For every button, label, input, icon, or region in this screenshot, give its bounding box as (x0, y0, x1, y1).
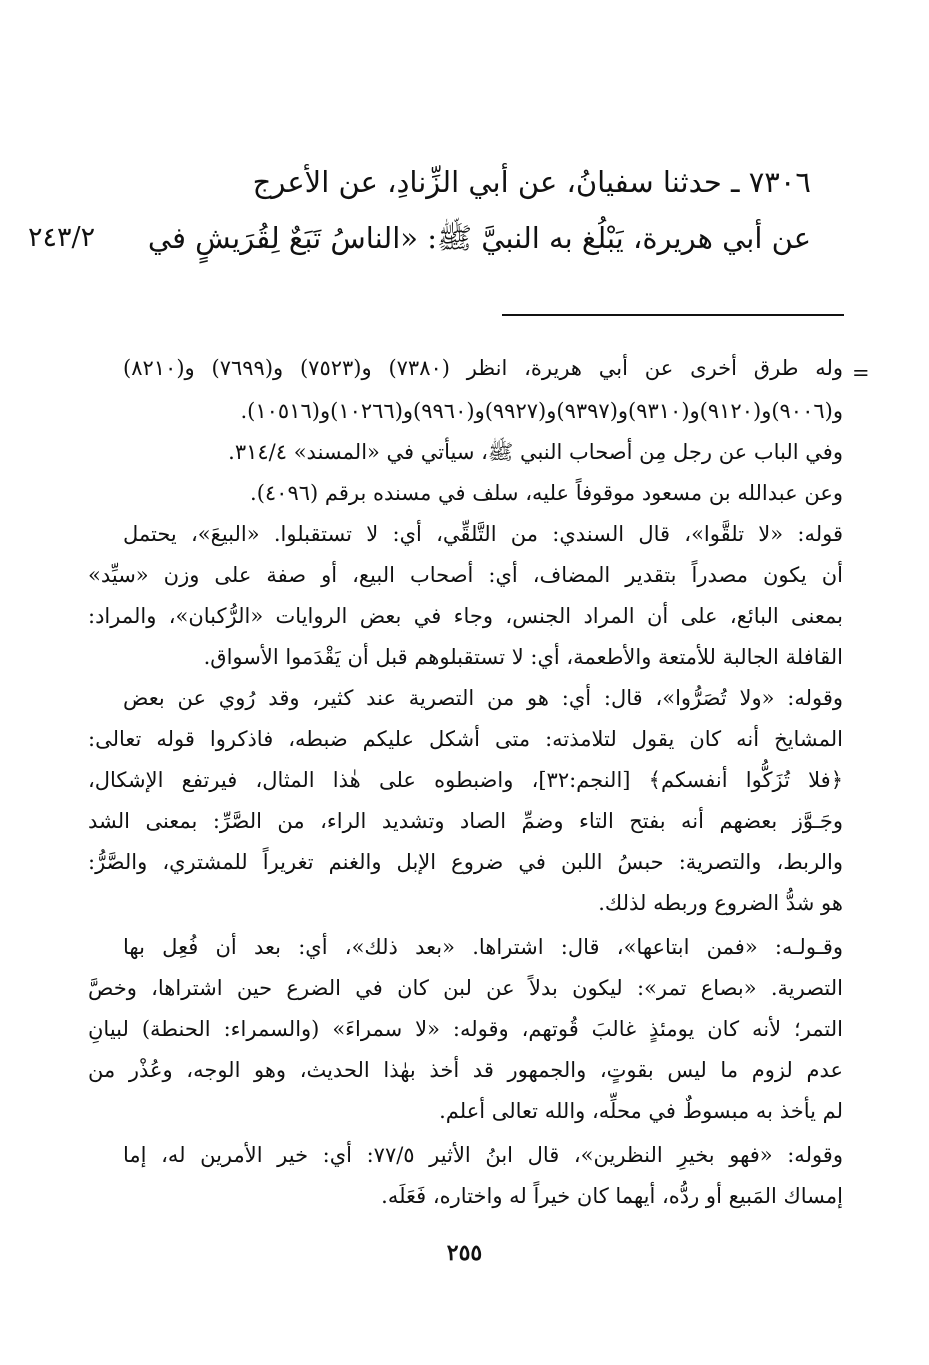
footnote-line: أن يكون مصدراً بتقدير المضاف، أي: أصحاب البيع، أو صفة على وزن «سيِّد» (88, 563, 843, 587)
footnote-line: و(٩٠٠٦)و(٩١٢٠)و(٩٣١٠)و(٩٣٩٧)و(٩٩٢٧)و(٩٩٦٠)و(١٠٢٦٦)و(١٠٥١٦). (240, 399, 843, 423)
footnote-line: التصرية. «بصاع تمر»: ليكون بدلاً عن لبن كان في الضرع حين اشتراها، وخصَّ (88, 976, 843, 1000)
footnote-line: وقوله: «ولا تُصَرُّوا»، قال: أي: هو من التصرية عند كثير، وقد رُوي عن بعض (123, 686, 843, 710)
footnote-continuation-mark: = (852, 361, 870, 385)
footnote-line: وجَـوَّز بعضهم أنه بفتح التاء وضمِّ الصاد وتشديد الراء، من الصَّرِّ: بمعنى الشد (88, 809, 843, 833)
footnote-line: وله طرق أخرى عن أبي هريرة، انظر (٧٣٨٠) و(٧٥٢٣) و(٧٦٩٩) و(٨٢١٠) (123, 356, 844, 380)
footnote-line: إمساك المَبيع أو ردُّه، أيهما كان خيراً له واختاره، فَعَلَه. (381, 1184, 843, 1208)
footnote-line: التمر؛ لأنه كان يومئذٍ غالبَ قُوتهم، وقوله: «لا سمراءَ» (والسمراء: الحنطة) لبيانِ (88, 1017, 843, 1041)
footnote-line: ﴿فلا تُزَكُّوا أنفسكم﴾ [النجم:٣٢]، واضبطوه على هٰذا المثال، فيرتفع الإشكال، (88, 768, 843, 792)
footnote-line: عدم لزوم ما ليس بقوتٍ، والجمهور قد أخذ بهٰذا الحديث، وهو الوجه، وعُذْر من (88, 1058, 843, 1082)
footnote-line: لم يأخذ به مبسوطٌ في محلِّه، والله تعالى أعلم. (439, 1099, 843, 1123)
footnote-line: وعن عبدالله بن مسعود موقوفاً عليه، سلف في مسنده برقم (٤٠٩٦). (250, 481, 843, 505)
footnote-line: قوله: «لا تلقَّوا»، قال السندي: من التَّلقِّي، أي: لا تستقبلوا. «البيعَ»، يحتمل (123, 522, 843, 546)
footnote-line: المشايخ أنه كان يقول لتلامذته: متى أشكل عليكم ضبطه، فاذكروا قوله تعالى: (88, 727, 844, 751)
footnote-separator (502, 314, 844, 316)
footnote-line: وفي الباب عن رجل مِن أصحاب النبي ﷺ، سيأتي في «المسند» ٣١٤/٤. (228, 440, 843, 464)
footnote-line: بمعنى البائع، على أن المراد الجنس، وجاء في بعض الروايات «الرُّكبان»، والمراد: (88, 604, 843, 628)
footnote-line: القافلة الجالبة للأمتعة والأطعمة، أي: لا تستقبلوهم قبل أن يَقْدَموا الأسواق. (203, 645, 843, 669)
hadith-line-2: عن أبي هريرة، يَبْلُغ به النبيَّ ﷺ: «الناسُ تَبَعٌ لِقُرَيشٍ في (147, 221, 811, 255)
footnote-line: وقوله: «فهو بخيرِ النظرين»، قال ابنُ الأثير ٧٧/٥: أي: خير الأمرين له، إما (123, 1143, 843, 1167)
footnote-line: والربط، والتصرية: حبسُ اللبن في ضروع الإبل والغنم تغريراً للمشتري، والصَّرُّ: (88, 850, 843, 874)
hadith-line-1: ٧٣٠٦ ـ حدثنا سفيانُ، عن أبي الزِّنادِ، عن الأعرج (252, 165, 811, 199)
margin-reference: ٢٤٣/٢ (28, 222, 96, 253)
footnote-line: هو شدُّ الضروع وربطه لذلك. (598, 891, 843, 915)
page-number: ٢٥٥ (446, 1240, 483, 1266)
footnote-line: وقـولـه: «فمن ابتاعها»، قال: اشتراها. «بعد ذلك»، أي: بعد أن فُعِل بها (123, 935, 843, 959)
